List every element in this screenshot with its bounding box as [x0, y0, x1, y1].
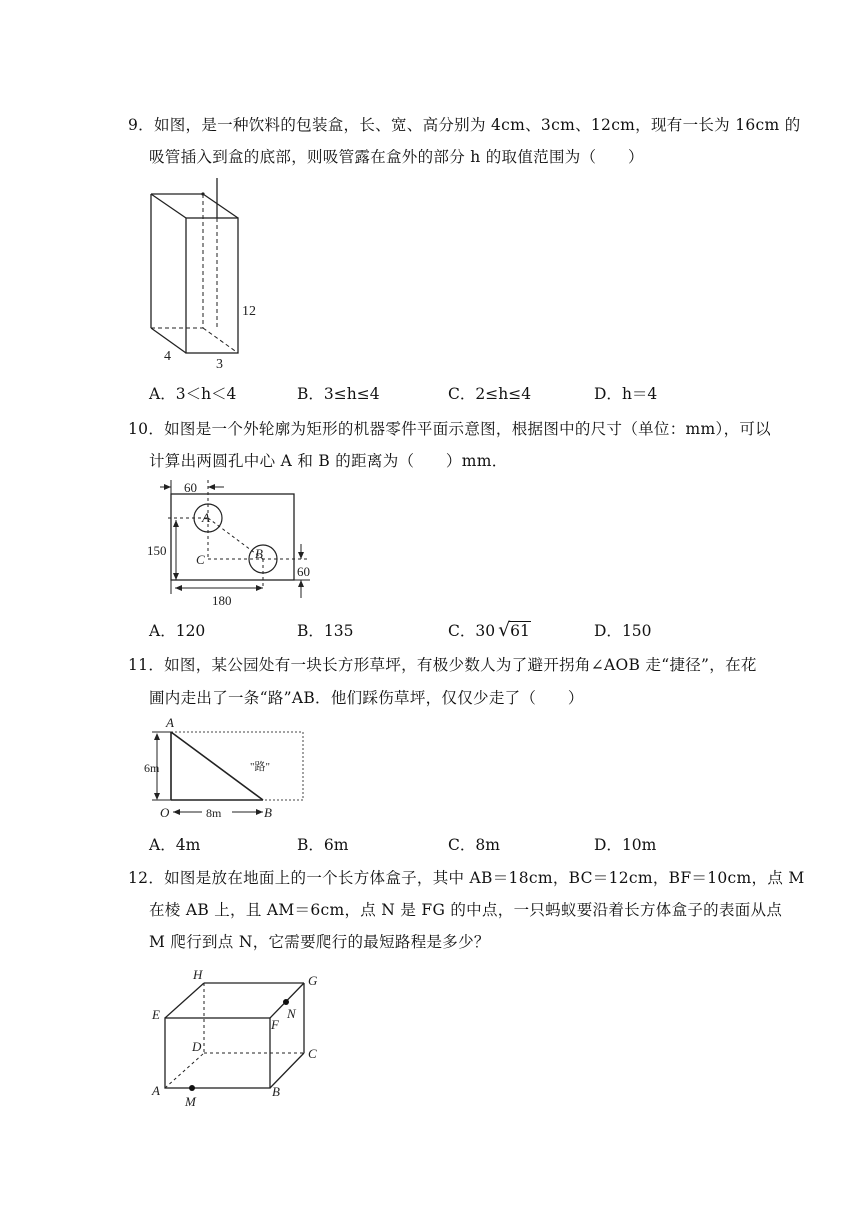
q11-option-a[interactable]: A．4m	[149, 836, 201, 854]
q12-label-a: A	[152, 1083, 160, 1098]
q10-line-2: 计算出两圆孔中心 A 和 B 的距离为（ ）mm．	[149, 452, 508, 470]
q12-label-f: F	[271, 1017, 279, 1032]
q10-part-figure	[140, 478, 330, 613]
q12-label-c: C	[308, 1046, 317, 1061]
point-m	[189, 1085, 195, 1091]
q12-label-n: N	[287, 1006, 296, 1021]
q11-label-base: 8m	[206, 806, 222, 820]
q12-label-m: M	[185, 1094, 196, 1109]
q9-option-b[interactable]: B．3≤h≤4	[297, 385, 380, 403]
q10-line-1: 10．如图是一个外轮廓为矩形的机器零件平面示意图，根据图中的尺寸（单位：mm），可以	[128, 420, 771, 438]
q10-option-b[interactable]: B．135	[297, 622, 354, 640]
q9-label-length: 4	[164, 349, 171, 364]
q11-line-1: 11．如图，某公园处有一块长方形草坪，有极少数人为了避开拐角∠AOB 走“捷径”，在花	[128, 656, 757, 674]
q10-label-top: 60	[184, 480, 197, 495]
q10-label-right: 60	[297, 564, 310, 579]
q12-label-d: D	[192, 1039, 202, 1054]
q10-label-b: B	[255, 546, 263, 561]
q11-label-b: B	[264, 805, 272, 820]
q12-label-h: H	[193, 967, 203, 982]
q11-line-2: 圃内走出了一条“路”AB．他们踩伤草坪，仅仅少走了（ ）	[149, 689, 584, 707]
sqrt-symbol: √ 61	[498, 619, 530, 641]
q11-option-b[interactable]: B．6m	[297, 836, 349, 854]
q9-box-figure	[140, 178, 280, 378]
q10-option-d[interactable]: D．150	[594, 622, 652, 640]
point-n	[283, 999, 289, 1005]
q9-line-1: 9．如图，是一种饮料的包装盒，长、宽、高分别为 4cm、3cm、12cm，现有一长为 16cm 的	[128, 116, 801, 134]
q11-label-a: A	[166, 715, 174, 730]
q9-option-a[interactable]: A．3＜h＜4	[149, 385, 237, 403]
q12-label-b: B	[272, 1084, 280, 1099]
q10-label-c: C	[196, 552, 205, 567]
q9-option-d[interactable]: D．h＝4	[594, 385, 658, 403]
q11-option-d[interactable]: D．10m	[594, 836, 657, 854]
q9-label-width: 3	[216, 357, 223, 372]
q11-label-o: O	[160, 805, 170, 820]
q10-option-c[interactable]: C．30 √ 61	[448, 619, 530, 641]
q11-lawn-figure	[140, 714, 315, 826]
q12-line-1: 12．如图是放在地面上的一个长方体盒子，其中 AB＝18cm，BC＝12cm，BF＝10cm，点 M	[128, 869, 805, 887]
q10-label-bottom: 180	[212, 593, 232, 608]
q9-line-2: 吸管插入到盒的底部，则吸管露在盒外的部分 h 的取值范围为（ ）	[149, 148, 644, 166]
q10-option-a[interactable]: A．120	[149, 622, 206, 640]
q12-label-e: E	[152, 1007, 160, 1022]
q11-label-side: 6m	[144, 761, 160, 775]
q10-label-left: 150	[147, 543, 167, 558]
q10-option-c-radicand: 61	[510, 622, 530, 640]
q12-label-g: G	[308, 973, 318, 988]
q9-label-height: 12	[242, 304, 256, 319]
q12-line-2: 在棱 AB 上，且 AM＝6cm，点 N 是 FG 的中点，一只蚂蚁要沿着长方体盒子的表面从点	[149, 901, 783, 919]
q11-label-road: "路"	[250, 761, 270, 773]
q10-label-a: A	[202, 510, 210, 525]
q12-cuboid-figure	[145, 965, 335, 1110]
q12-line-3: M 爬行到点 N，它需要爬行的最短路程是多少？	[149, 933, 490, 951]
q9-option-c[interactable]: C．2≤h≤4	[448, 385, 532, 403]
q11-option-c[interactable]: C．8m	[448, 836, 500, 854]
